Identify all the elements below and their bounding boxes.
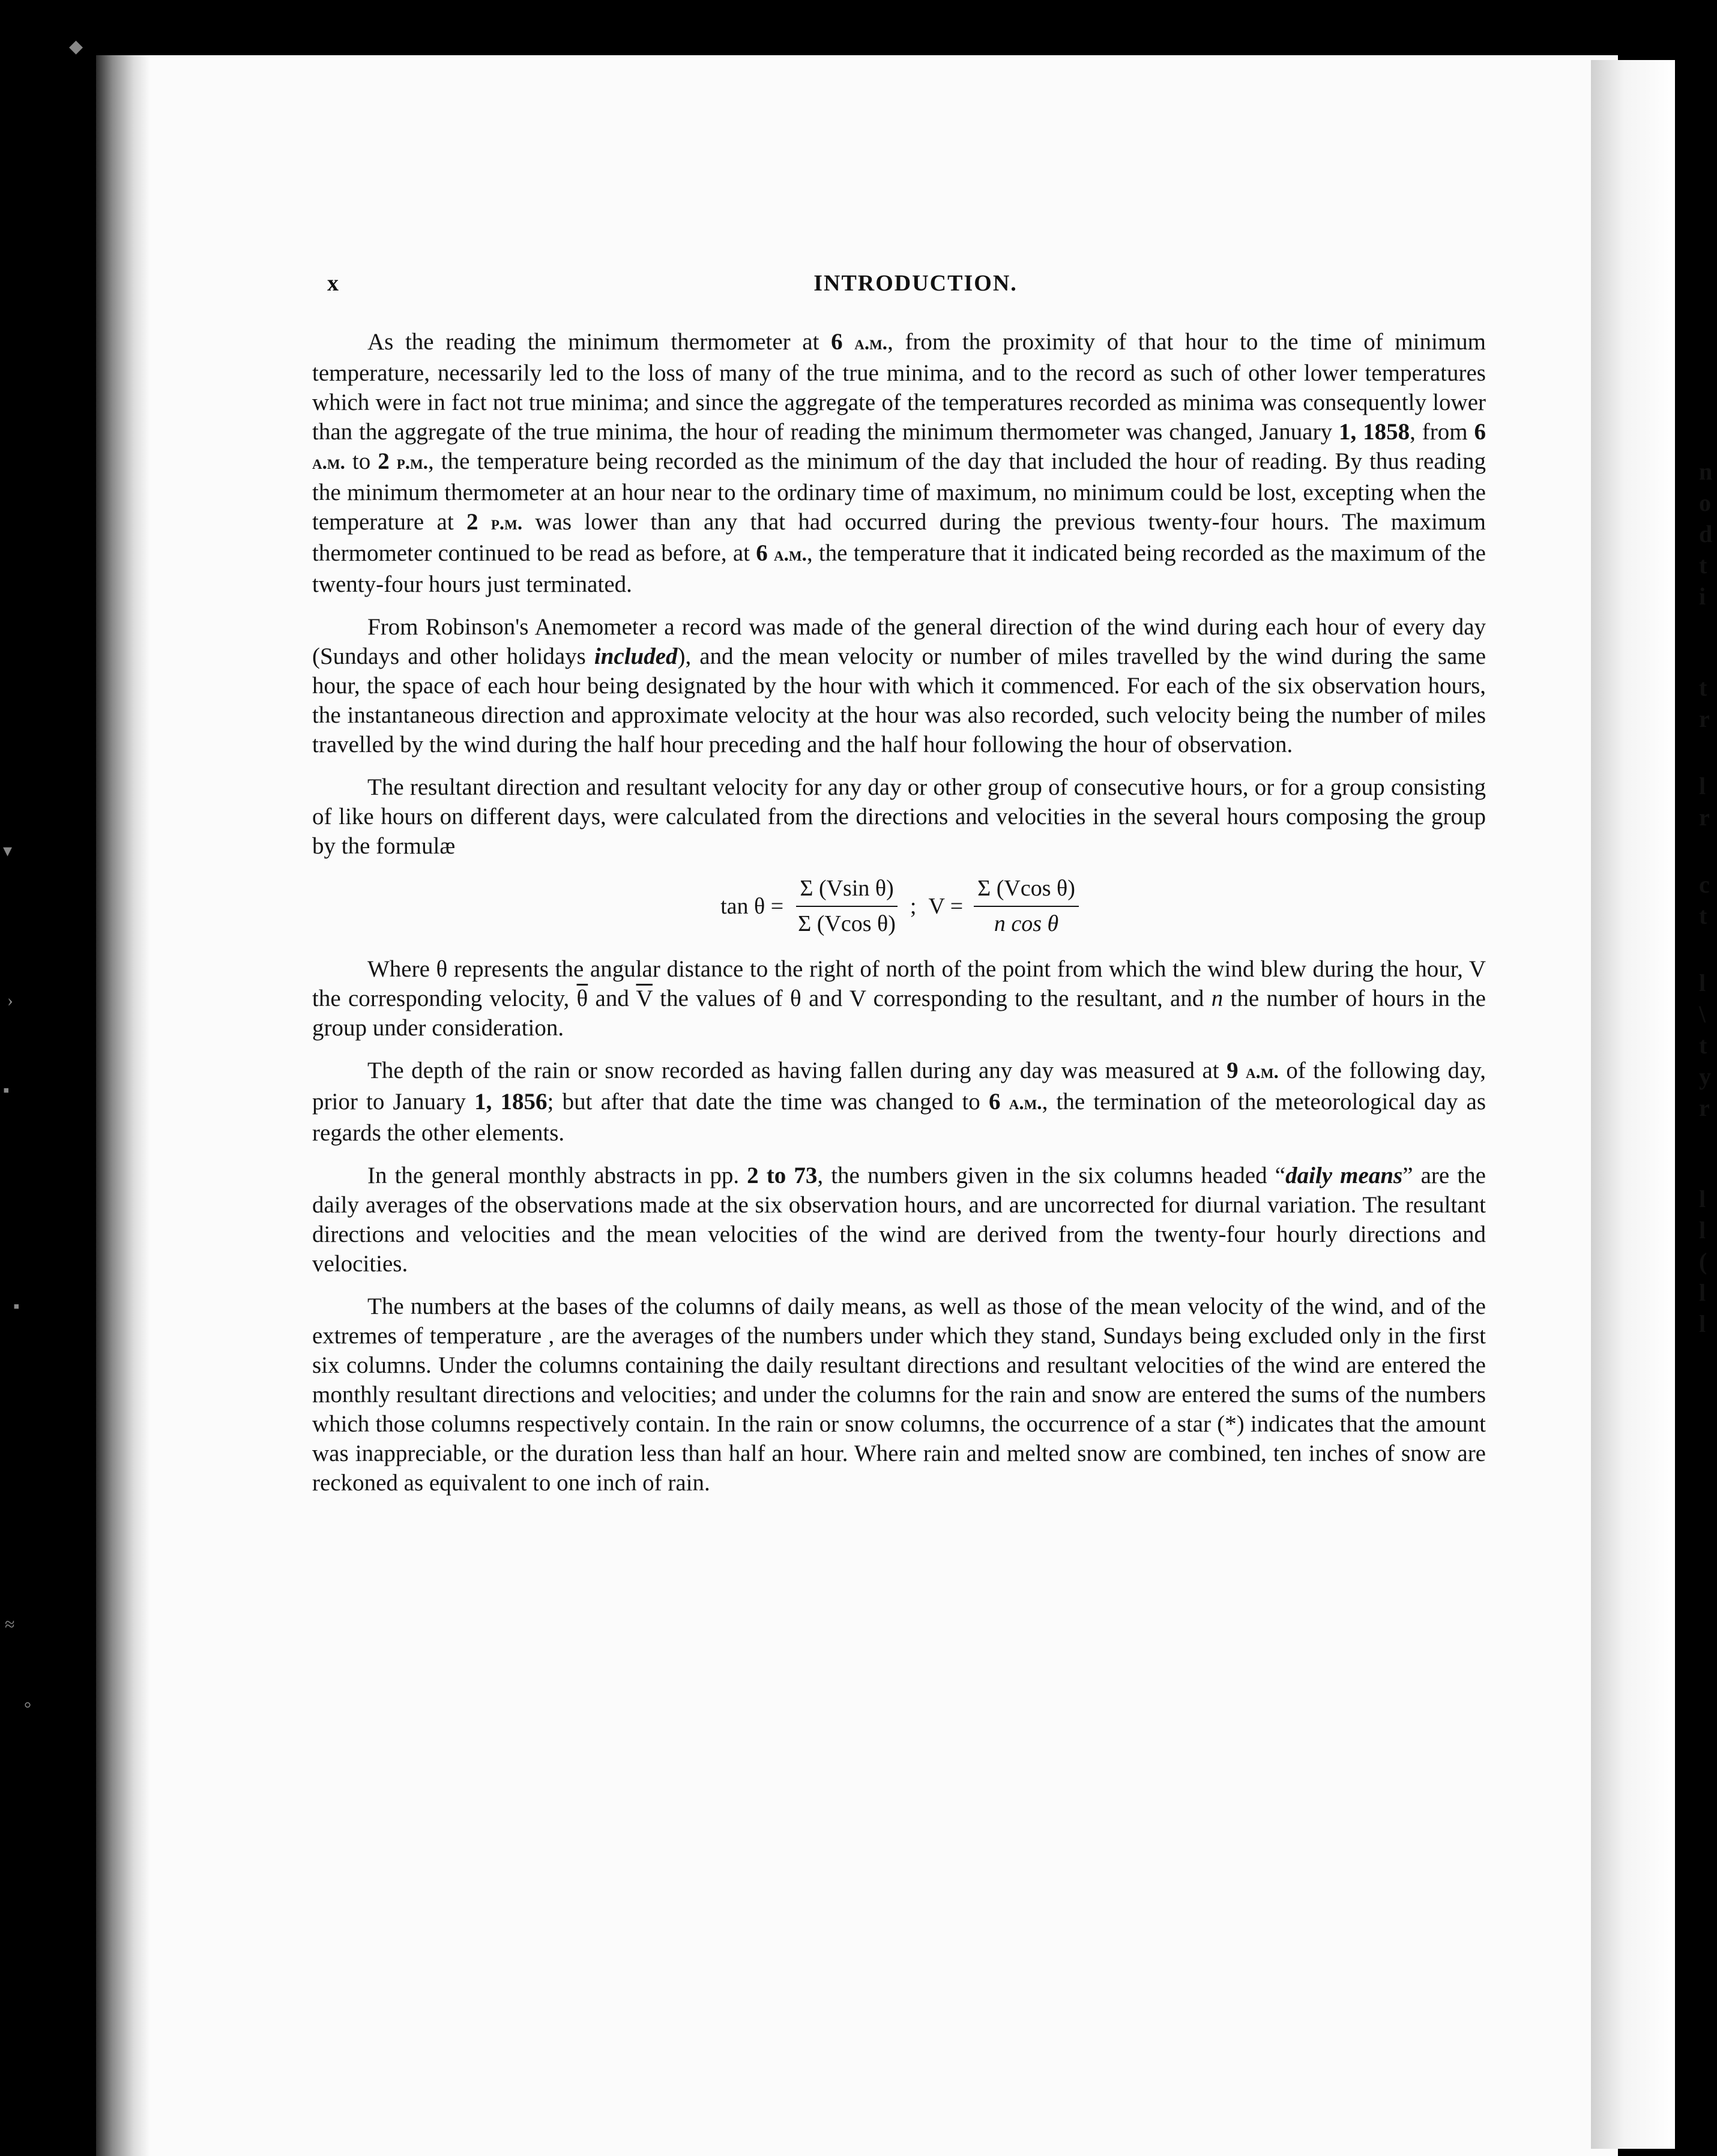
- facing-page-edge: [1591, 60, 1675, 2149]
- paragraph-anemometer: From Robinson's Anemometer a record was made of the general direction of the wind during each hour of every day (Sundays and other holidays included), and the mean velocity or number of miles travelled by the wind during the same hour, the space of each hour being designated by the hour with which it commenced. For each of the six observation hours, the instantaneous direction and approximate velocity at the hour was also recorded, such velocity being the number of miles travelled by the wind during the half hour preceding and the half hour following the hour of observation.: [312, 614, 1486, 757]
- body-text: [312, 327, 1486, 1511]
- resultant-formula: tan θ = $\frac{\text{Σ (Vsin θ)}}{\text{Σ (Vcos θ)}}$ ; V = $\frac{\text{Σ (Vcos θ)}}{\text{n cos θ}}$: [312, 874, 1486, 939]
- page-number: x: [327, 271, 340, 296]
- paragraph-minimum-thermometer: As the reading the minimum thermometer at 6 a.m., from the proximity of that hour to the time of minimum temperature, necessarily led to the loss of many of the true minima, and to the record as such of other lower temperatures which were in fact not true minima; and since the aggregate of the temperatures recorded as minima was consequently lower than the aggregate of the true minima, the hour of reading the minimum thermometer was changed, January 1, 1858, from 6 a.m. to 2 p.m., the temperature being recorded as the minimum of the day that included the hour of reading. By thus reading the minimum thermometer at an hour near to the ordinary time of maximum, no minimum could be lost, excepting when the temperature at 2 p.m. was lower than any that had occurred during the previous twenty-four hours. The maximum thermometer continued to be read as before, at 6 a.m., the temperature that it indicated being recorded as the maximum of the twenty-four hours just terminated.: [312, 329, 1486, 597]
- running-head: [327, 270, 1504, 306]
- paragraph-column-bases: The numbers at the bases of the columns of daily means, as well as those of the mean velocity of the wind, and of the extremes of temperature , are the averages of the numbers under which they stand, Sundays being excluded only in the first six columns. Under the columns containing the daily resultant directions and resultant velocities of the wind are entered the monthly resultant directions and velocities; and under the columns for the rain and snow are entered the sums of the numbers which those columns respectively contain. In the rain or snow columns, the occurrence of a star (*) indicates that the amount was inappreciable, or the duration less than half an hour. Where rain and melted snow are combined, ten inches of snow are reckoned as equivalent to one inch of rain.: [312, 1293, 1486, 1496]
- scan-left-margin: ◆ ▾ › ▪ ▪ ≈ °: [3, 37, 83, 1718]
- facing-page-letters: n o d t i t r l r c t l \ t y r l l ( l l: [1699, 458, 1713, 1337]
- paragraph-resultant: The resultant direction and resultant velocity for any day or other group of consecutive hours, or for a group consisting of like hours on different days, were calculated from the directions and velocities in the several hours composing the group by the formulæ: [312, 774, 1486, 859]
- paragraph-where-theta: Where θ represents the angular distance to the right of north of the point from which the wind blew during the hour, V the corresponding velocity, $\overline{\theta}$ and $\overline{V}$ the values of θ and V corresponding to the resultant, and n the number of hours in the group under consideration.: [312, 956, 1486, 1041]
- page-binding-edge: [96, 55, 150, 2156]
- paragraph-rain-depth: The depth of the rain or snow recorded as having fallen during any day was measured at 9 a.m. of the following day, prior to January 1, 1856; but after that date the time was changed to 6 a.m., the termination of the meteorological day as regards the other elements.: [312, 1058, 1486, 1146]
- paragraph-monthly-abstracts: In the general monthly abstracts in pp. 2 to 73, the numbers given in the six columns headed “daily means” are the daily averages of the observations made at the six observation hours, and are uncorrected for diurnal variation. The resultant directions and velocities and the mean velocities of the wind are derived from the twenty-four hourly directions and velocities.: [312, 1163, 1486, 1277]
- formula-fraction-theta: $\frac{\text{Σ (Vsin θ)}}{\text{Σ (Vcos θ)}}$: [794, 874, 899, 939]
- page-title: INTRODUCTION.: [813, 271, 1018, 296]
- formula-fraction-velocity: $\frac{\text{Σ (Vcos θ)}}{\text{n cos θ}}$: [974, 874, 1079, 939]
